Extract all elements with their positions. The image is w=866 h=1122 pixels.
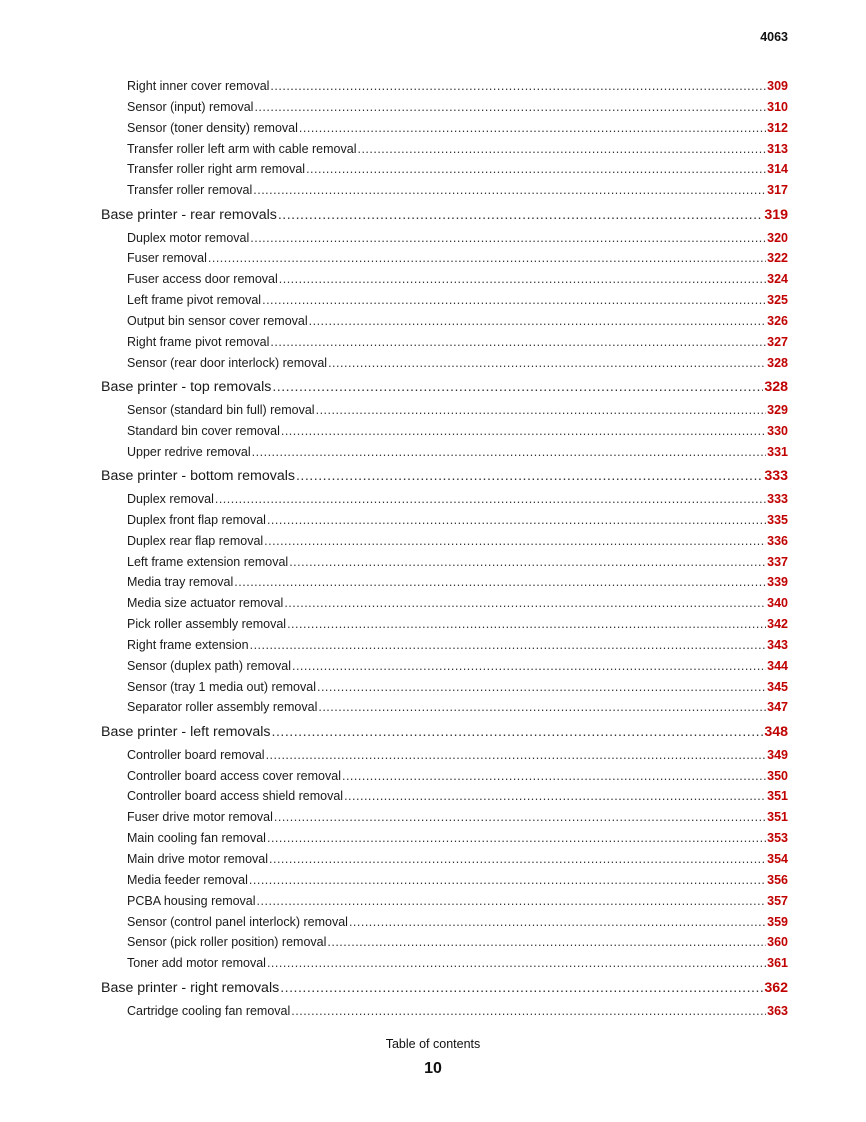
footer-page-number: 10: [424, 1060, 442, 1077]
toc-entry-title: Media feeder removal: [127, 872, 248, 887]
toc-page-link[interactable]: 336: [767, 533, 788, 548]
dot-leader: [299, 118, 766, 139]
dot-leader: [264, 531, 766, 552]
toc-page-link[interactable]: 309: [767, 79, 788, 93]
toc-entry-title: Transfer roller left arm with cable removal: [127, 141, 357, 156]
toc-section-entry[interactable]: [101, 718, 788, 745]
toc-entry[interactable]: [127, 912, 788, 933]
toc-page-link[interactable]: 357: [767, 893, 788, 908]
toc-entry-title: Toner add motor removal: [127, 956, 266, 971]
toc-page-link[interactable]: 363: [767, 1003, 788, 1018]
dot-leader: [249, 870, 766, 891]
dot-leader: [257, 891, 767, 912]
table-of-contents: [0, 76, 866, 1021]
toc-entry[interactable]: [127, 572, 788, 593]
toc-entry-title: Pick roller assembly removal: [127, 617, 287, 632]
toc-page-link[interactable]: 310: [767, 99, 788, 114]
dot-leader: [316, 400, 767, 421]
toc-page-link[interactable]: 325: [767, 293, 788, 308]
toc-page-link[interactable]: 344: [767, 658, 788, 673]
toc-page-link[interactable]: 312: [767, 120, 788, 135]
dot-leader: [262, 290, 766, 311]
toc-entry[interactable]: [127, 421, 788, 442]
toc-entry[interactable]: [127, 891, 788, 912]
toc-section-entry[interactable]: [101, 201, 788, 228]
toc-entry-title: Sensor (control panel interlock) removal: [127, 914, 348, 929]
toc-entry[interactable]: [127, 311, 788, 332]
toc-entry[interactable]: [127, 697, 788, 718]
toc-page-link[interactable]: 314: [767, 162, 788, 177]
dot-leader: [317, 677, 766, 698]
toc-page-link[interactable]: 333: [764, 468, 788, 484]
toc-section-entry[interactable]: [101, 373, 788, 400]
dot-leader: [250, 228, 766, 249]
toc-page-link[interactable]: 351: [767, 810, 788, 825]
dot-leader: [267, 828, 766, 849]
toc-entry[interactable]: [127, 442, 788, 463]
toc-page-link[interactable]: 335: [767, 512, 788, 527]
toc-entry-title: Duplex rear flap removal: [127, 533, 264, 548]
toc-entry-title: Duplex motor removal: [127, 230, 250, 245]
dot-leader: [281, 421, 766, 442]
dot-leader: [306, 159, 766, 180]
dot-leader: [269, 849, 766, 870]
toc-page-link[interactable]: 340: [767, 596, 788, 611]
dot-leader: [272, 375, 763, 400]
toc-entry[interactable]: [127, 97, 788, 118]
toc-page-link[interactable]: 348: [764, 723, 788, 740]
dot-leader: [289, 552, 766, 573]
toc-entry[interactable]: [127, 76, 788, 97]
toc-page-link[interactable]: 326: [767, 313, 788, 328]
dot-leader: [287, 614, 766, 635]
toc-entry-title: Controller board removal: [127, 747, 265, 762]
toc-entry[interactable]: [127, 766, 788, 787]
toc-entry[interactable]: [127, 290, 788, 311]
dot-leader: [318, 697, 766, 718]
dot-leader: [267, 953, 766, 974]
toc-entry[interactable]: [127, 870, 788, 891]
dot-leader: [250, 635, 767, 656]
toc-entry-title: Upper redrive removal: [127, 444, 251, 459]
toc-entry-title: Transfer roller right arm removal: [127, 162, 306, 177]
toc-entry-title: Duplex front flap removal: [127, 512, 266, 527]
toc-entry-title: Right frame pivot removal: [127, 334, 270, 349]
toc-page-link[interactable]: 354: [767, 852, 788, 866]
toc-entry[interactable]: [127, 180, 788, 201]
toc-page-link[interactable]: 361: [767, 956, 788, 971]
toc-page-link[interactable]: 329: [767, 402, 788, 417]
footer-label: Table of contents: [385, 1037, 481, 1051]
toc-page-link[interactable]: 337: [767, 554, 788, 569]
dot-leader: [328, 353, 766, 374]
toc-entry-title: Sensor (pick roller position) removal: [127, 935, 327, 950]
toc-entry-title: Fuser removal: [127, 251, 207, 266]
toc-entry-title: Sensor (rear door interlock) removal: [127, 355, 328, 370]
toc-entry[interactable]: [127, 269, 788, 290]
toc-page-link[interactable]: 331: [767, 444, 788, 459]
toc-page-link[interactable]: 320: [767, 230, 788, 245]
toc-entry-title: Base printer - bottom removals: [101, 468, 295, 484]
dot-leader: [215, 489, 766, 510]
toc-page-link[interactable]: 339: [767, 575, 788, 590]
toc-entry-title: Sensor (input) removal: [127, 99, 254, 114]
toc-entry[interactable]: [127, 807, 788, 828]
toc-page-link[interactable]: 342: [767, 617, 788, 632]
toc-entry-title: Fuser drive motor removal: [127, 810, 273, 825]
toc-page-link[interactable]: 328: [764, 378, 788, 395]
dot-leader: [270, 76, 766, 97]
toc-entry[interactable]: [127, 332, 788, 353]
toc-page-link[interactable]: 347: [767, 700, 788, 715]
toc-page-link[interactable]: 350: [767, 768, 788, 783]
toc-entry-title: Right inner cover removal: [127, 79, 270, 93]
dot-leader: [234, 572, 766, 593]
toc-entry[interactable]: [127, 953, 788, 974]
dot-leader: [292, 656, 766, 677]
dot-leader: [278, 203, 764, 228]
toc-entry-title: Sensor (standard bin full) removal: [127, 402, 315, 417]
toc-entry[interactable]: [127, 932, 788, 953]
toc-page-link[interactable]: 324: [767, 272, 788, 287]
toc-entry-title: Output bin sensor cover removal: [127, 313, 308, 328]
toc-page-link[interactable]: 360: [767, 935, 788, 950]
toc-page-link[interactable]: 349: [767, 747, 788, 762]
toc-entry[interactable]: [127, 489, 788, 510]
dot-leader: [309, 311, 767, 332]
dot-leader: [280, 976, 763, 1001]
toc-entry[interactable]: [127, 656, 788, 677]
toc-entry-title: Main drive motor removal: [127, 852, 269, 866]
dot-leader: [342, 766, 766, 787]
toc-entry[interactable]: [127, 353, 788, 374]
toc-page-link[interactable]: 356: [767, 872, 788, 887]
toc-page-link[interactable]: 330: [767, 423, 788, 438]
dot-leader: [252, 442, 766, 463]
toc-entry[interactable]: [127, 745, 788, 766]
toc-entry-title: Main cooling fan removal: [127, 831, 266, 846]
toc-entry-title: Standard bin cover removal: [127, 423, 280, 438]
toc-entry-title: Controller board access cover removal: [127, 768, 341, 783]
toc-entry[interactable]: [127, 1001, 788, 1022]
toc-entry-title: Controller board access shield removal: [127, 789, 344, 804]
toc-page-link[interactable]: 353: [767, 831, 788, 846]
toc-entry-title: Duplex removal: [127, 492, 214, 506]
toc-page-link[interactable]: 313: [767, 141, 788, 156]
toc-entry[interactable]: [127, 635, 788, 656]
dot-leader: [266, 745, 767, 766]
toc-page-link[interactable]: 317: [767, 183, 788, 198]
toc-entry-title: Base printer - top removals: [101, 378, 272, 395]
toc-entry[interactable]: [127, 849, 788, 870]
toc-entry[interactable]: [127, 118, 788, 139]
dot-leader: [208, 248, 766, 269]
toc-entry[interactable]: [127, 552, 788, 573]
toc-entry-title: Media tray removal: [127, 575, 234, 590]
dot-leader: [279, 269, 766, 290]
toc-entry[interactable]: [127, 828, 788, 849]
dot-leader: [349, 912, 766, 933]
toc-section-entry[interactable]: [101, 463, 788, 490]
toc-entry-title: Sensor (duplex path) removal: [127, 658, 291, 673]
toc-entry[interactable]: [127, 400, 788, 421]
toc-entry-title: Base printer - rear removals: [101, 206, 277, 223]
toc-entry-title: Media size actuator removal: [127, 596, 284, 611]
dot-leader: [344, 786, 766, 807]
toc-entry[interactable]: [127, 139, 788, 160]
toc-entry-title: Sensor (toner density) removal: [127, 120, 298, 135]
toc-section-entry[interactable]: [101, 974, 788, 1001]
toc-page-link[interactable]: 343: [767, 637, 788, 652]
dot-leader: [357, 139, 766, 160]
document-id: 4063: [760, 30, 788, 44]
toc-page-link[interactable]: 319: [764, 206, 788, 223]
dot-leader: [272, 720, 764, 745]
dot-leader: [327, 932, 766, 953]
dot-leader: [284, 593, 766, 614]
dot-leader: [274, 807, 766, 828]
toc-entry[interactable]: [127, 159, 788, 180]
toc-entry[interactable]: [127, 593, 788, 614]
toc-page-link[interactable]: 333: [767, 492, 788, 506]
toc-page-link[interactable]: 328: [767, 355, 788, 370]
toc-entry-title: Cartridge cooling fan removal: [127, 1003, 291, 1018]
toc-page-link[interactable]: 322: [767, 251, 788, 266]
toc-entry[interactable]: [127, 510, 788, 531]
toc-entry[interactable]: [127, 228, 788, 249]
toc-page-link[interactable]: 345: [767, 679, 788, 694]
toc-entry-title: Transfer roller removal: [127, 183, 253, 198]
dot-leader: [270, 332, 766, 353]
toc-entry-title: Base printer - right removals: [101, 979, 280, 996]
toc-page-link[interactable]: 359: [767, 914, 788, 929]
dot-leader: [253, 180, 766, 201]
dot-leader: [254, 97, 766, 118]
toc-entry[interactable]: [127, 614, 788, 635]
toc-entry-title: PCBA housing removal: [127, 893, 256, 908]
toc-entry-title: Separator roller assembly removal: [127, 700, 318, 715]
dot-leader: [291, 1001, 766, 1022]
toc-entry-title: Right frame extension: [127, 637, 249, 652]
toc-entry[interactable]: [127, 248, 788, 269]
toc-entry-title: Left frame extension removal: [127, 554, 289, 569]
toc-page-link[interactable]: 362: [764, 979, 788, 996]
toc-entry-title: Fuser access door removal: [127, 272, 278, 287]
toc-entry[interactable]: [127, 677, 788, 698]
toc-entry[interactable]: [127, 531, 788, 552]
toc-entry[interactable]: [127, 786, 788, 807]
dot-leader: [296, 464, 763, 489]
toc-entry-title: Base printer - left removals: [101, 723, 271, 740]
toc-entry-title: Left frame pivot removal: [127, 293, 262, 308]
toc-page-link[interactable]: 351: [767, 789, 788, 804]
toc-page-link[interactable]: 327: [767, 334, 788, 349]
dot-leader: [267, 510, 766, 531]
toc-entry-title: Sensor (tray 1 media out) removal: [127, 679, 316, 694]
